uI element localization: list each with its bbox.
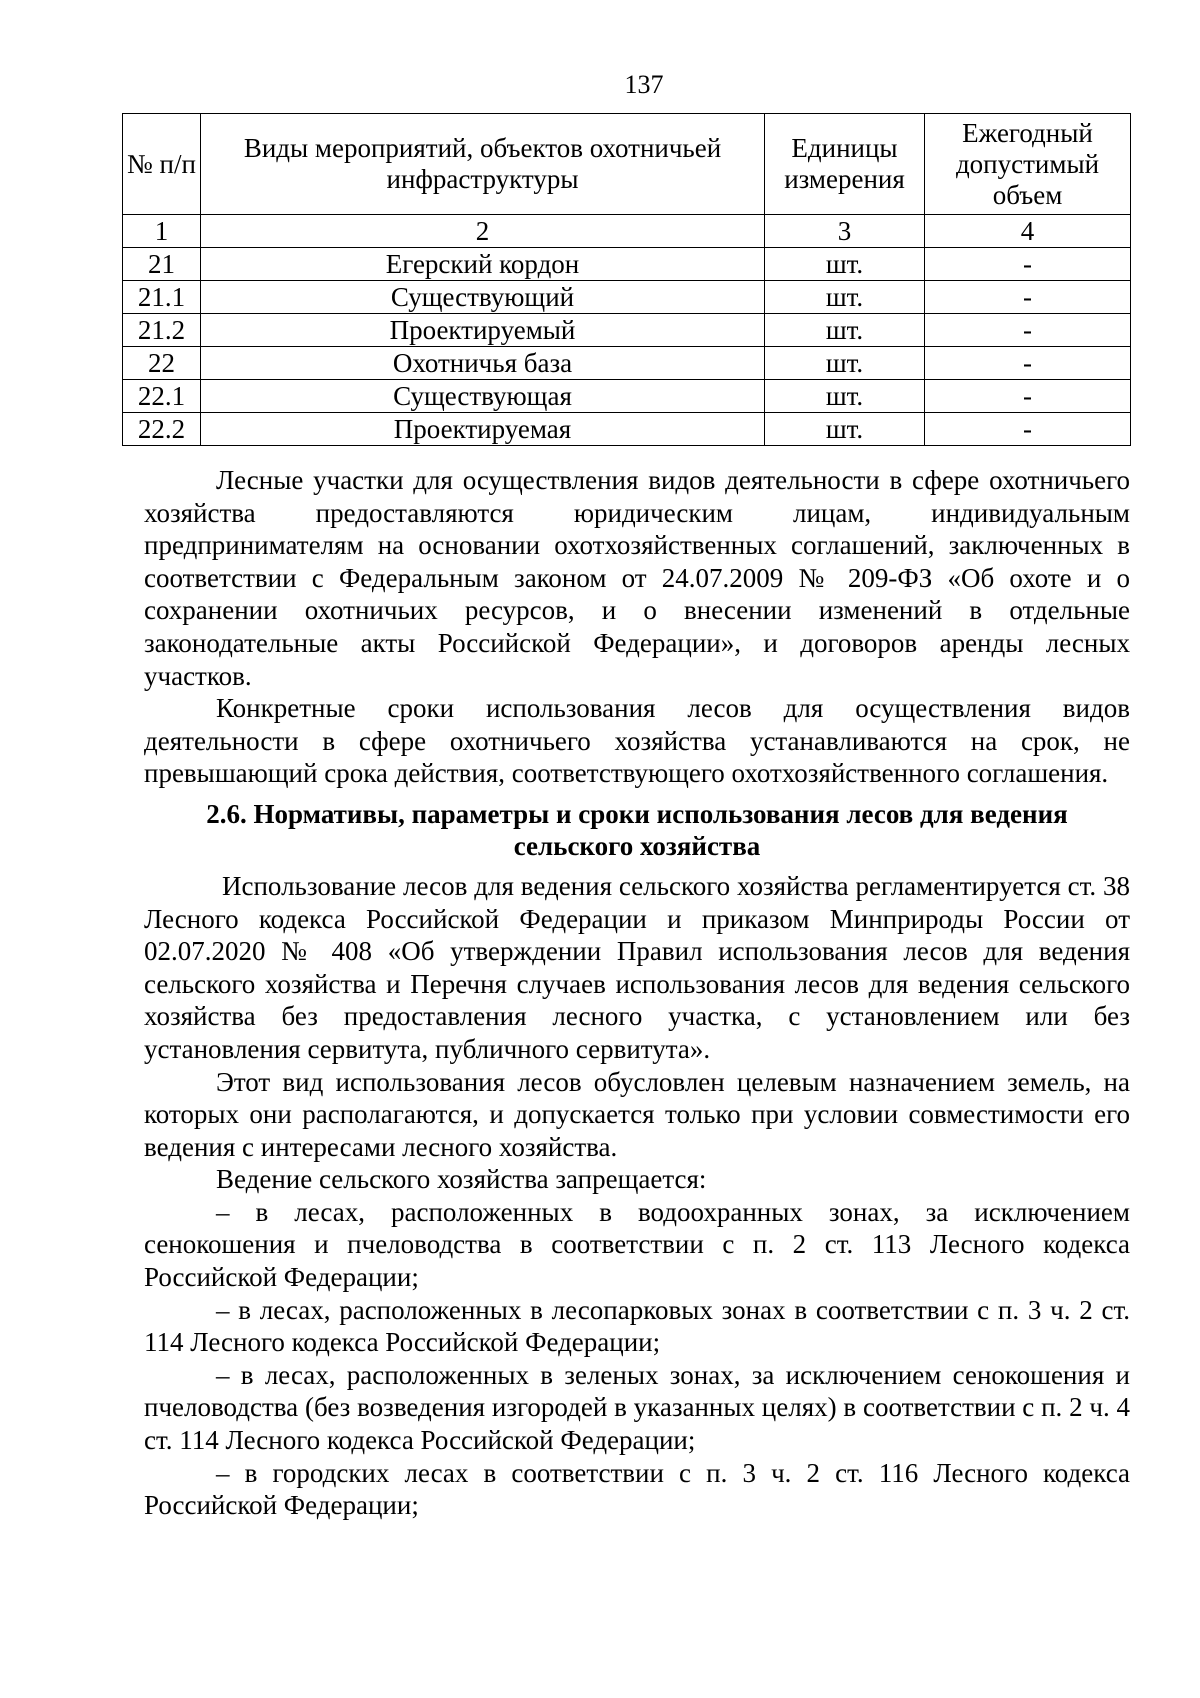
list-item: – в городских лесах в соответствии с п. 3 ч. 2 ст. 116 Лесного кодекса Российской Федерации; — [144, 1457, 1130, 1521]
row-volume: - — [925, 380, 1131, 413]
row-num: 22.2 — [123, 413, 201, 446]
row-name: Проектируемая — [201, 413, 765, 446]
table-row — [123, 413, 1131, 446]
column-number: 3 — [765, 215, 925, 248]
list-item: – в лесах, расположенных в зеленых зонах, за исключением сенокошения и пчеловодства (без возведения изгородей в указанных целях) в соответствии с п. 2 ч. 4 ст. 114 Лесного кодекса Российской Федерации; — [144, 1359, 1130, 1456]
column-number: 4 — [925, 215, 1131, 248]
row-name: Егерский кордон — [201, 248, 765, 281]
row-name: Существующий — [201, 281, 765, 314]
paragraph: Использование лесов для ведения сельского хозяйства регламентируется ст. 38 Лесного кодекса Российской Федерации и приказом Минприроды России от 02.07.2020 № 408 «Об утверждении Правил использования лесов для ведения сельского хозяйства и Перечня случаев использования лесов для ведения сельского хозяйства без предоставления лесного участка, с установлением или без установления сервитута, публичного сервитута». — [144, 870, 1130, 1064]
list-item: – в лесах, расположенных в лесопарковых зонах в соответствии с п. 3 ч. 2 ст. 114 Лесного кодекса Российской Федерации; — [144, 1294, 1130, 1358]
row-name: Проектируемый — [201, 314, 765, 347]
row-name: Охотничья база — [201, 347, 765, 380]
body-text — [144, 464, 1130, 1522]
row-unit: шт. — [765, 380, 925, 413]
row-unit: шт. — [765, 347, 925, 380]
paragraph: Ведение сельского хозяйства запрещается: — [216, 1164, 707, 1195]
column-number: 2 — [201, 215, 765, 248]
hunting-infrastructure-table — [122, 113, 1131, 446]
section-heading: 2.6. Нормативы, параметры и сроки использования лесов для ведения сельского хозяйства — [206, 798, 1068, 861]
table-row — [123, 314, 1131, 347]
paragraph: Лесные участки для осуществления видов деятельности в сфере охотничьего хозяйства предоставляются юридическим лицам, индивидуальным предпринимателям на основании охотхозяйственных соглашений, заключенных в соответствии с Федеральным законом от 24.07.2009 № 209-ФЗ «Об охоте и о сохранении охотничьих ресурсов, и о внесении изменений в отдельные законодательные акты Российской Федерации», и договоров аренды лесных участков. — [144, 465, 1130, 691]
row-volume: - — [925, 413, 1131, 446]
row-volume: - — [925, 248, 1131, 281]
column-number: 1 — [123, 215, 201, 248]
row-unit: шт. — [765, 281, 925, 314]
header-volume: Ежегодный допустимый объем — [925, 114, 1131, 215]
row-volume: - — [925, 281, 1131, 314]
list-item: – в лесах, расположенных в водоохранных зонах, за исключением сенокошения и пчеловодства в соответствии с п. 2 ст. 113 Лесного кодекса Российской Федерации; — [144, 1196, 1130, 1293]
header-type: Виды мероприятий, объектов охотничьей инфраструктуры — [201, 114, 765, 215]
header-unit: Единицы измерения — [765, 114, 925, 215]
row-name: Существующая — [201, 380, 765, 413]
column-number-row — [123, 215, 1131, 248]
table-row — [123, 380, 1131, 413]
row-volume: - — [925, 314, 1131, 347]
row-unit: шт. — [765, 413, 925, 446]
paragraph: Этот вид использования лесов обусловлен целевым назначением земель, на которых они располагаются, и допускается только при условии совместимости его ведения с интересами лесного хозяйства. — [144, 1066, 1130, 1162]
table-row — [123, 347, 1131, 380]
row-unit: шт. — [765, 248, 925, 281]
table-header-row — [123, 114, 1131, 215]
row-num: 21 — [123, 248, 201, 281]
row-num: 22.1 — [123, 380, 201, 413]
table-row — [123, 281, 1131, 314]
row-unit: шт. — [765, 314, 925, 347]
page-number: 137 — [624, 70, 664, 99]
row-volume: - — [925, 347, 1131, 380]
header-num: № п/п — [123, 114, 201, 215]
paragraph: Конкретные сроки использования лесов для осуществления видов деятельности в сфере охотничьего хозяйства устанавливаются на срок, не превышающий срока действия, соответствующего охотхозяйственного соглашения. — [144, 693, 1130, 789]
table-row — [123, 248, 1131, 281]
row-num: 22 — [123, 347, 201, 380]
row-num: 21.2 — [123, 314, 201, 347]
row-num: 21.1 — [123, 281, 201, 314]
